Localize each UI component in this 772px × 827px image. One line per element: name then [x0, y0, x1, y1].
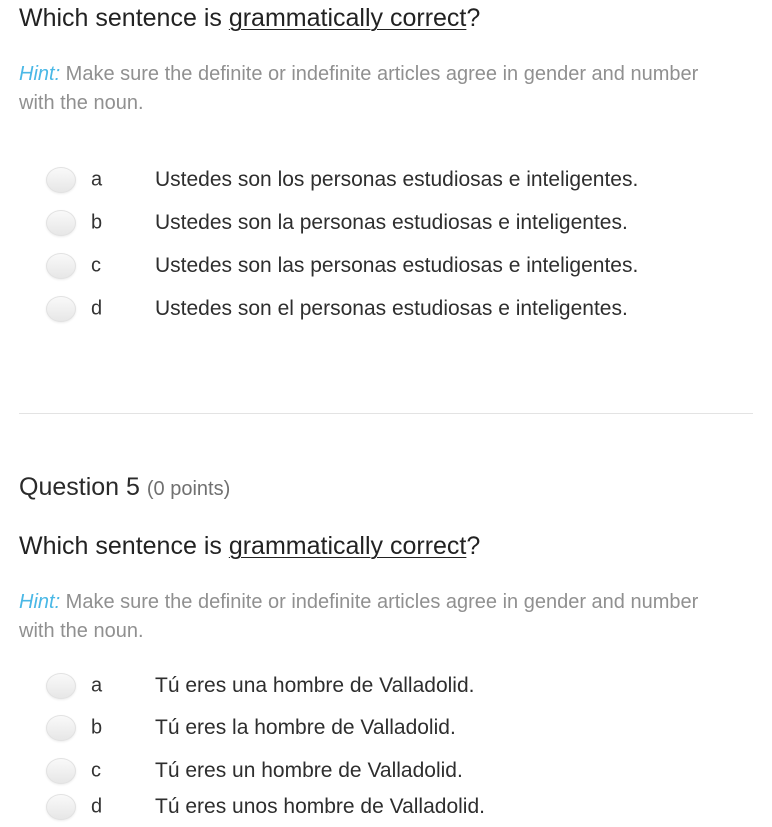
radio-button[interactable] — [46, 253, 76, 279]
question-5-title — [19, 532, 480, 561]
question-number: Question 5 — [19, 473, 140, 501]
option-text: Tú eres un hombre de Valladolid. — [155, 759, 463, 782]
answer-option-d[interactable] — [0, 787, 772, 827]
option-letter: a — [91, 674, 103, 697]
title-prefix: Which sentence is — [19, 532, 229, 560]
option-letter: c — [91, 254, 101, 277]
radio-button[interactable] — [46, 167, 76, 193]
radio-button[interactable] — [46, 794, 76, 820]
option-letter: b — [91, 716, 103, 739]
hint-text: Make sure the definite or indefinite articles agree in gender and number with the noun. — [19, 591, 699, 642]
option-text: Ustedes son los personas estudiosas e inteligentes. — [155, 168, 639, 191]
option-text: Tú eres unos hombre de Valladolid. — [155, 795, 485, 818]
radio-button[interactable] — [46, 673, 76, 699]
title-suffix: ? — [466, 532, 481, 560]
option-text: Ustedes son la personas estudiosas e inteligentes. — [155, 211, 628, 234]
answer-option-a[interactable] — [0, 666, 772, 706]
question-4-title — [19, 4, 480, 33]
hint-label: Hint: — [19, 63, 61, 85]
title-prefix: Which sentence is — [19, 4, 229, 32]
radio-button[interactable] — [46, 296, 76, 322]
option-letter: d — [91, 297, 103, 320]
title-suffix: ? — [466, 4, 481, 32]
question-4-hint — [19, 60, 739, 118]
question-5-hint — [19, 588, 739, 646]
option-text: Ustedes son el personas estudiosas e inteligentes. — [155, 297, 628, 320]
question-points: (0 points) — [146, 478, 231, 500]
answer-option-b[interactable] — [0, 708, 772, 748]
answer-option-c[interactable] — [0, 751, 772, 791]
hint-text: Make sure the definite or indefinite articles agree in gender and number with the noun. — [19, 63, 699, 114]
option-letter: b — [91, 211, 103, 234]
option-letter: c — [91, 759, 101, 782]
option-text: Tú eres una hombre de Valladolid. — [155, 674, 475, 697]
hint-label: Hint: — [19, 591, 61, 613]
option-letter: d — [91, 795, 103, 818]
radio-button[interactable] — [46, 210, 76, 236]
title-underlined: grammatically correct — [228, 532, 467, 560]
answer-option-a[interactable] — [0, 160, 772, 200]
option-text: Ustedes son las personas estudiosas e inteligentes. — [155, 254, 639, 277]
option-letter: a — [91, 168, 103, 191]
answer-option-b[interactable] — [0, 203, 772, 243]
radio-button[interactable] — [46, 715, 76, 741]
answer-option-c[interactable] — [0, 246, 772, 286]
question-5-heading — [19, 473, 230, 502]
section-divider — [19, 413, 753, 414]
radio-button[interactable] — [46, 758, 76, 784]
option-text: Tú eres la hombre de Valladolid. — [155, 716, 456, 739]
answer-option-d[interactable] — [0, 289, 772, 329]
title-underlined: grammatically correct — [228, 4, 467, 32]
